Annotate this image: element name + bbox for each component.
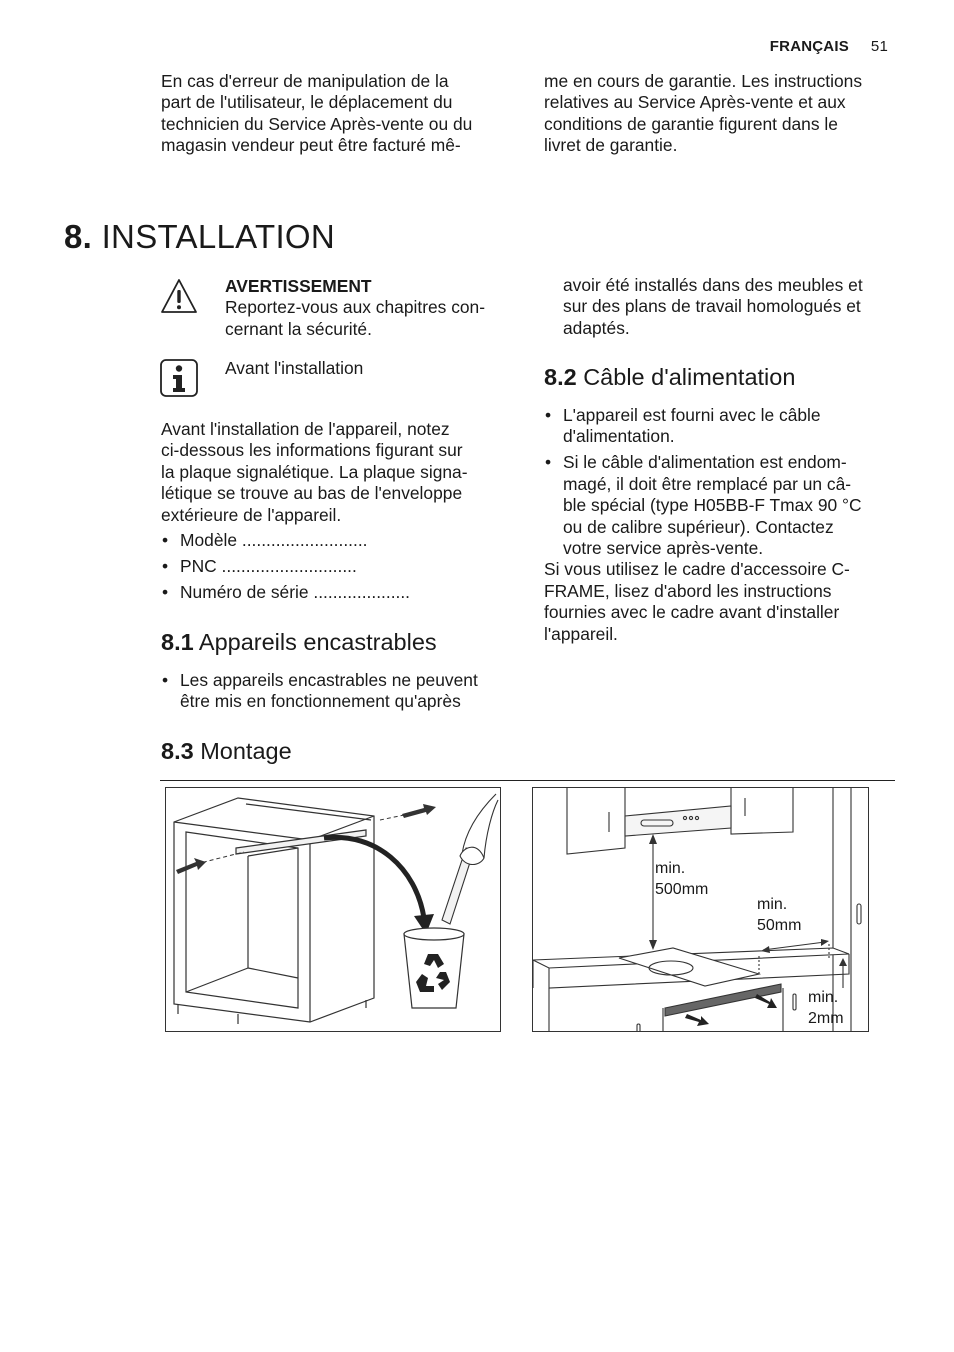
list-item: • PNC ............................ — [161, 556, 531, 577]
label-text: min. — [757, 896, 788, 913]
intro-column-right — [544, 71, 914, 157]
rating-plate-list — [161, 530, 531, 603]
text-line: avoir été installés dans des meubles et — [563, 275, 863, 295]
text-line: Reportez-vous aux chapitres con- — [225, 297, 486, 318]
text-line: livret de garantie. — [544, 135, 678, 156]
text-line: l'appareil. — [544, 623, 618, 644]
subsection-title: Montage — [200, 738, 292, 764]
label-min-50mm — [757, 894, 801, 936]
text-line: sur des plans de travail homologués et — [563, 296, 861, 317]
text-line: FRAME, lisez d'abord les instructions — [544, 580, 832, 601]
list-item: • Numéro de série .................... — [161, 582, 531, 603]
s82-content — [544, 405, 904, 645]
text-line: ou de calibre supérieur). Contactez — [563, 516, 834, 537]
label-text: min. — [655, 860, 686, 877]
s81-bullet-list — [161, 670, 531, 713]
list-item — [544, 452, 904, 559]
warning-title: AVERTISSEMENT — [225, 276, 372, 296]
text-line: magé, il doit être remplacé par un câ- — [563, 473, 852, 494]
page-number: 51 — [870, 38, 888, 55]
label-min-2mm — [808, 987, 844, 1029]
before-install-paragraph — [161, 419, 531, 603]
text-line: Si le câble d'alimentation est endom- — [563, 452, 847, 473]
text-line: part de l'utilisateur, le déplacement du — [161, 92, 453, 113]
text-line: technicien du Service Après-vente ou du — [161, 113, 473, 134]
label-text: min. — [808, 989, 839, 1006]
text-line: extérieure de l'appareil. — [161, 504, 342, 525]
label-min-500mm — [655, 858, 708, 900]
label-text: 50mm — [757, 917, 802, 934]
list-item — [544, 405, 904, 448]
subsection-number: 8.2 — [544, 364, 577, 390]
text-line: magasin vendeur peut être facturé mê- — [161, 135, 461, 156]
text-line: ci-dessous les informations figurant sur — [161, 440, 463, 461]
text-line: cernant la sécurité. — [225, 318, 372, 339]
subsection-heading-8-3 — [161, 737, 292, 765]
warning-triangle-icon — [159, 277, 199, 317]
text-line: être mis en fonctionnement qu'après — [180, 691, 461, 712]
text-line: Avant l'installation — [225, 358, 364, 378]
text-line: Avant l'installation de l'appareil, notez — [161, 419, 450, 439]
intro-column-left — [161, 71, 531, 157]
label-text: 500mm — [655, 881, 709, 898]
info-text — [225, 358, 525, 379]
text-line: En cas d'erreur de manipulation de la — [161, 71, 449, 91]
subsection-number: 8.3 — [161, 738, 194, 764]
text-line: conditions de garantie figurent dans le — [544, 113, 838, 134]
section-heading — [64, 216, 335, 258]
text-line: d'alimentation. — [563, 426, 675, 447]
figure-clearance-dimensions — [532, 787, 869, 1032]
subsection-title: Appareils encastrables — [198, 629, 437, 655]
text-line: adaptés. — [563, 317, 630, 338]
text-line: relatives au Service Après-vente et aux — [544, 92, 846, 113]
text-line: me en cours de garantie. Les instructions — [544, 71, 863, 91]
subsection-heading-8-2 — [544, 363, 795, 391]
section-rule — [160, 780, 895, 781]
subsection-number: 8.1 — [161, 629, 194, 655]
label-text: 2mm — [808, 1010, 844, 1027]
text-line: votre service après-vente. — [563, 537, 764, 558]
subsection-heading-8-1 — [161, 628, 437, 656]
info-icon — [159, 358, 199, 398]
text-line: létique se trouve au bas de l'enveloppe — [161, 483, 463, 504]
text-line: ble spécial (type H05BB-F Tmax 90 °C — [563, 495, 862, 516]
cabinet-illustration — [166, 788, 500, 1031]
list-item: • Modèle .......................... — [161, 530, 531, 551]
section-number: 8. — [64, 218, 93, 255]
header-language: FRANÇAIS — [769, 38, 849, 55]
list-item — [161, 670, 531, 713]
s81-continuation — [563, 275, 913, 339]
subsection-title: Câble d'alimentation — [583, 364, 796, 390]
text-line: Si vous utilisez le cadre d'accessoire C- — [544, 559, 850, 580]
text-line: la plaque signalétique. La plaque signa- — [161, 461, 468, 482]
text-line: L'appareil est fourni avec le câble — [563, 405, 821, 425]
page-header — [770, 38, 888, 55]
section-title: INSTALLATION — [101, 218, 336, 255]
figure-cabinet-preparation — [165, 787, 501, 1032]
text-line: Les appareils encastrables ne peuvent — [180, 670, 478, 690]
warning-text — [225, 276, 525, 340]
text-line: fournies avec le cadre avant d'installer — [544, 602, 840, 623]
